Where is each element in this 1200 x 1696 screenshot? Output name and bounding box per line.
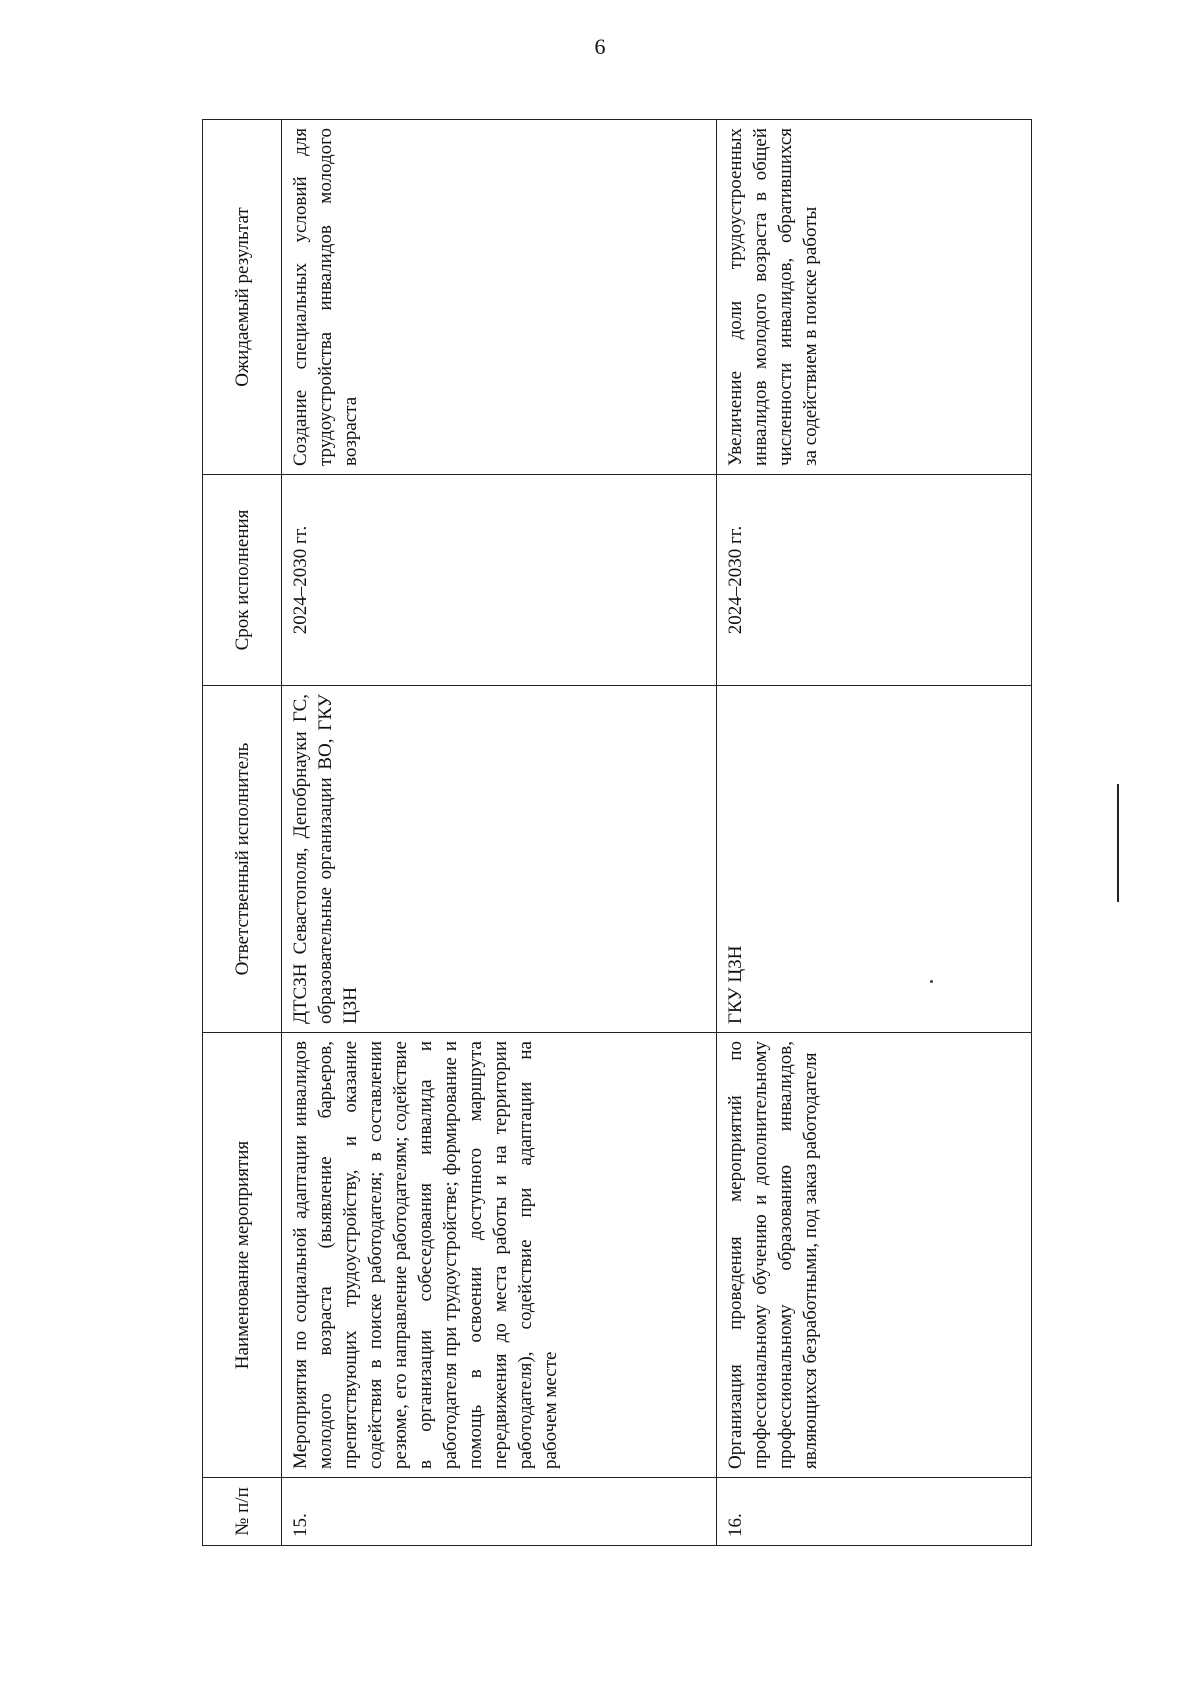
activity-name: Организация проведения мероприятий по профессиональному обучению и дополнительному профессиональному образованию инвалидов, являющихся безработными, под заказ работодателя	[717, 1033, 1032, 1478]
expected-result: Создание специальных условий для трудоустройства инвалидов молодого возраста	[282, 120, 717, 475]
end-of-document-line	[1117, 784, 1119, 902]
deadline: 2024–2030 гг.	[282, 475, 717, 686]
responsible-executor: ГКУ ЦЗН	[717, 686, 1032, 1033]
table-row	[282, 120, 717, 1546]
row-number: 16.	[717, 1478, 1032, 1546]
activities-table	[202, 119, 1032, 1546]
activity-name: Мероприятия по социальной адаптации инвалидов молодого возраста (выявление барьеров, препятствующих трудоустройству, и оказание содействия в поиске работодателя; в составлении резюме, его направление работодателям; содействие в организации собеседования инвалида и работодателя при трудоустройстве; формирование и помощь в освоении доступного маршрута передвижения до места работы и на территории работодателя), содействие при адаптации на рабочем месте	[282, 1033, 717, 1478]
responsible-executor: ДТСЗН Севастополя, Депобрнауки ГС, образовательные организации ВО, ГКУ ЦЗН	[282, 686, 717, 1033]
table-row	[717, 120, 1032, 1546]
deadline: 2024–2030 гг.	[717, 475, 1032, 686]
header-deadline: Срок исполнения	[203, 475, 282, 686]
header-result: Ожидаемый результат	[203, 120, 282, 475]
header-num: № п/п	[203, 1478, 282, 1546]
header-executor: Ответственный исполнитель	[203, 686, 282, 1033]
expected-result: Увеличение доли трудоустроенных инвалидов молодого возраста в общей численности инвалидов, обратившихся за содействием в поиске работы	[717, 120, 1032, 475]
row-number: 15.	[282, 1478, 717, 1546]
scan-dot	[930, 980, 933, 983]
header-name: Наименование мероприятия	[203, 1033, 282, 1478]
rotated-table-container	[202, 120, 1032, 1546]
page-number: 6	[594, 34, 606, 59]
table-header-row	[203, 120, 282, 1546]
